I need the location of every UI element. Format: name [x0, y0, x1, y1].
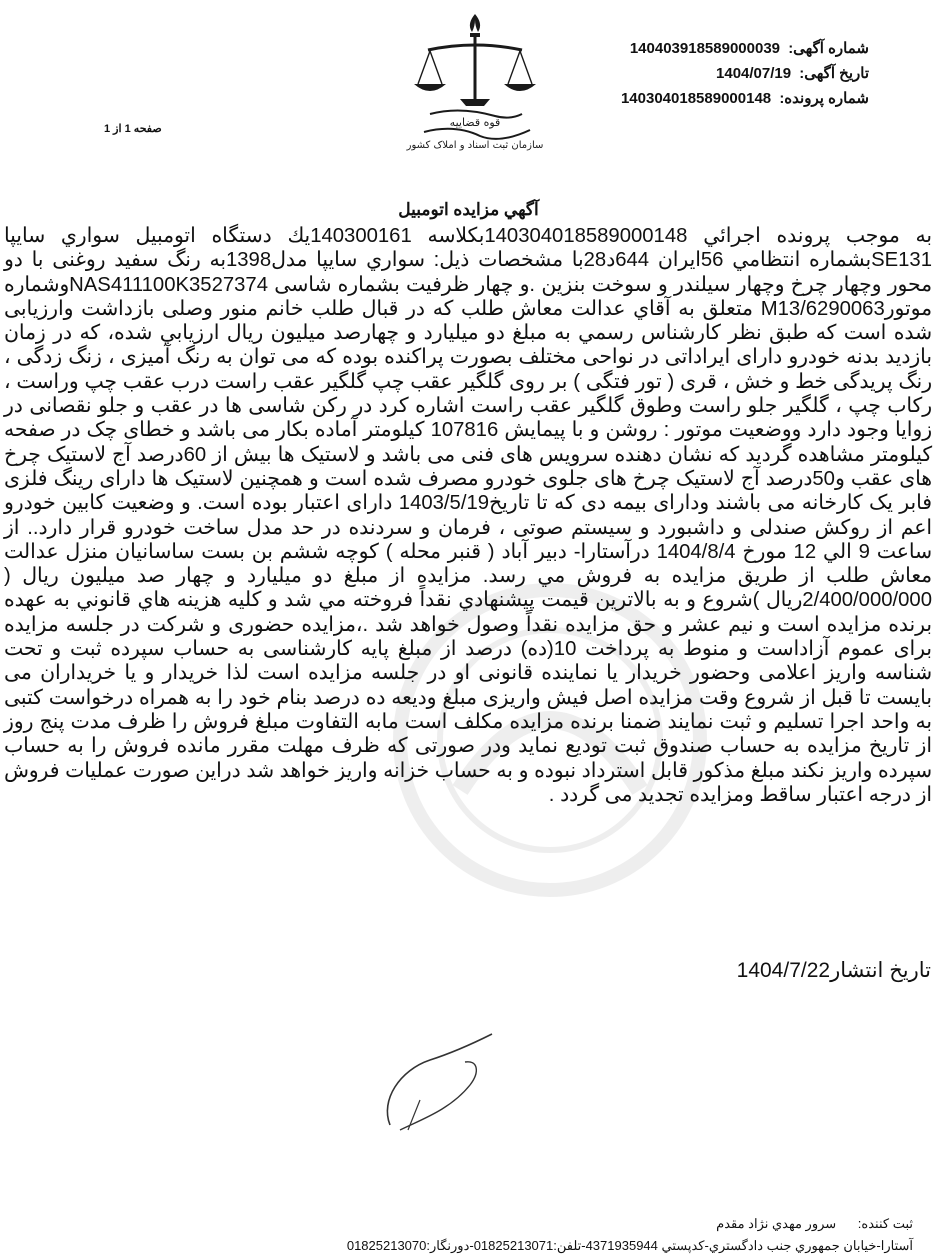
case-number-label: شماره پرونده:	[779, 90, 869, 107]
ad-date-label: تاریخ آگهی:	[799, 65, 869, 82]
publish-date: تاريخ انتشار1404/7/22	[736, 959, 931, 982]
ad-meta-block	[621, 36, 869, 111]
page-title: آگهي مزايده اتومبيل	[398, 200, 539, 219]
ad-number-label: شماره آگهی:	[788, 40, 869, 57]
judiciary-emblem	[400, 6, 550, 156]
page-number: صفحه 1 از 1	[104, 123, 162, 135]
registrar-label: ثبت كننده:	[857, 1216, 913, 1231]
case-number-row	[621, 86, 869, 111]
ad-date: 1404/07/19	[716, 65, 792, 82]
emblem-org-line-2: سازمان ثبت اسناد و املاک کشور	[406, 140, 544, 151]
scales-of-justice-icon	[400, 6, 550, 156]
auction-notice-body: به موجب پرونده اجرائي 140304018589000148بكلاسه 140300161يك دستگاه اتومبيل سواري سايپا SE131بشماره انتظامي 56ايران 644د28با مشخصات ذيل: سواري سايپا مدل1398به رنگ سفيد روغنی با دو محور وچهار چرخ وچهار سيلندر و سوخت بنزين .و چهار ظرفيت بشماره شاسی NAS411100K3527374وشماره موتورM13/6290063 متعلق به آقاي عدالت معاش طلب كه در قبال طلب خانم منور وصلی بازداشت وارزيابی شده است كه طبق نظر كارشناس رسمي به مبلغ دو ميليارد و چهارصد ميليون ريال ارزيابي شده، كه در زمان بازديد بدنه خودرو دارای ايراداتی در نواحی مختلف بصورت پراكنده بوده كه می توان به رنگ آميزی ، زنگ زدگی ، رنگ پريدگی خط و خش ، قری ( تور فتگی ) بر روی گلگير عقب چپ گلگير عقب راست درب عقب چپ وراست ، ركاب چپ ، گلگير جلو راست وطوق گلگير عقب راست اشاره كرد در ركن شاسی ها در عقب و جلو نقصانی در زوايا وجود دارد ووضعيت موتور : روشن و با پيمايش 107816 كيلومتر آماده بكار می باشد و خطای چک در صفحه كيلومتر مشاهده گرديد كه نشان دهنده سرويس های فنی می باشد و لاستيک ها بيش از 60درصد آج لاستيک چرخ های عقب و50درصد آج لاستيک چرخ های جلوی خودرو مصرف شده است و همچنين لاستيک ها دارای رينگ فلزی فابر يک كارخانه می باشند ودارای بيمه دی كه تا تاريخ1403/5/19 دارای اعتبار بوده است. و وضعيت كابين خودرو اعم از روكش صندلی و داشبورد و سيستم صوتی ، فرمان و سردنده در حد مدل ساخت خودرو قرار دارد.. از ساعت 9 الي 12 مورخ 1404/8/4 درآستارا- دبير آباد ( قنبر محله ) كوچه ششم بن بست ساسانيان منزل عدالت معاش طلب از طريق مزايده به فروش مي رسد. مزايده از مبلغ دو ميليارد و چهار صد ميليون ريال ( 2/400/000/000ريال )شروع و به بالاترين قيمت پيشنهادي نقداً فروخته مي شد و كليه هزينه هاي قانوني به عهده برنده مزايده است و نيم عشر و حق مزايده نقداً وصول خواهد شد .،مزايده حضوری و شركت در جلسه مزايده برای عموم آزاداست و منوط به پرداخت 10(ده) درصد از مبلغ پايه كارشناسی به حساب سپرده ثبت و تحت شناسه واريز اعلامی وحضور خريدار يا نماينده قانونی او در جلسه مزايده است لذا خريدار و يا خريداران می بايست تا قبل از شروع وقت مزايده اصل فيش واريزی مبلغ وديعه ده درصد بنام خود را به همراه درخواست كتبی به واحد اجرا تسليم و ثبت نمايند ضمنا برنده مزايده مكلف است مابه التفاوت مبلغ فروش را ظرف مدت پنج روز از تاريخ مزايده به حساب صندوق ثبت توديع نمايد ودر صورتی كه ظرف مهلت مقرر مانده فروش را به حساب سپرده واريز نكند مبلغ مذكور قابل استرداد نبوده و به حساب خزانه واريز خواهد شد دراين صورت عمليات فروش از درجه اعتبار ساقط ومزايده تجديد می گردد .	[4, 225, 933, 806]
office-address: آستارا-خيابان جمهوري جنب دادگستري-كدپستي 4371935944-تلفن:01825213071-دورنگار:01825213070	[346, 1238, 913, 1253]
registrar-name: سرور مهدي نژاد مقدم	[716, 1216, 837, 1231]
ad-number: 14040391858900003‍9	[629, 40, 781, 57]
case-number: 14030401858900014‍8	[620, 90, 772, 107]
ad-number-row	[621, 36, 869, 61]
emblem-org-line-1: قوه قضاییه	[449, 116, 501, 129]
registrar-line	[716, 1216, 913, 1232]
ad-date-row	[621, 61, 869, 86]
signature-icon	[360, 1030, 510, 1140]
